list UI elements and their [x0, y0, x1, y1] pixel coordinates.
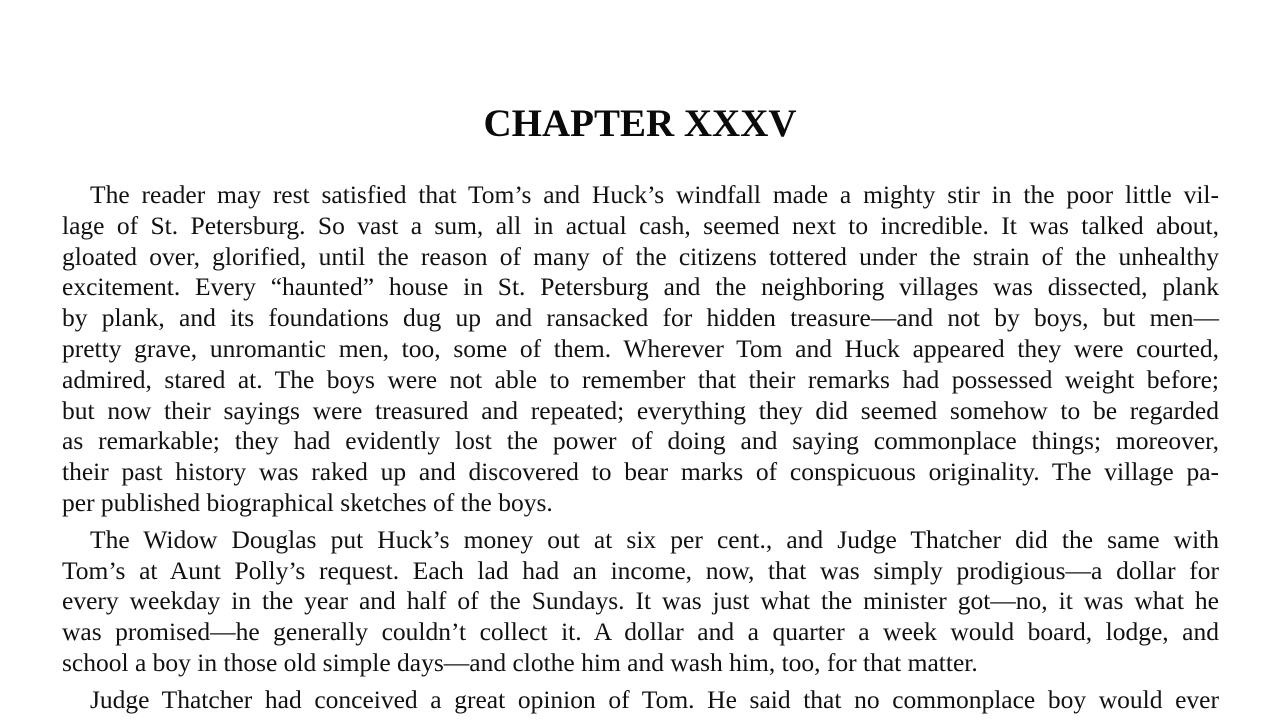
text-line: lage of St. Petersburg. So vast a sum, all in actual cash, seemed next to incredible. It was talked about, [62, 210, 1219, 240]
paragraph-2 [62, 525, 1219, 679]
text-line: was promised—he generally couldn’t collect it. A dollar and a quarter a week would board, lodge, and [62, 617, 1219, 647]
text-line: every weekday in the year and half of the Sundays. It was just what the minister got—no, it was what he [62, 586, 1219, 616]
text-line: pretty grave, unromantic men, too, some of them. Wherever Tom and Huck appeared they were courted, [62, 333, 1219, 363]
text-line: excitement. Every “haunted” house in St. Petersburg and the neighboring villages was dissected, plank [62, 272, 1219, 302]
paragraph-3 [62, 685, 1219, 716]
text-line: The reader may rest satisfied that Tom’s and Huck’s windfall made a mighty stir in the poor little vil- [90, 180, 1219, 209]
text-line: as remarkable; they had evidently lost the power of doing and saying commonplace things; moreover, [62, 426, 1219, 456]
text-line: but now their sayings were treasured and repeated; everything they did seemed somehow to be regarded [62, 395, 1219, 425]
text-line: Tom’s at Aunt Polly’s request. Each lad had an income, now, that was simply prodigious—a dollar for [62, 555, 1219, 585]
chapter-body [62, 180, 1219, 716]
text-line: gloated over, glorified, until the reason of many of the citizens tottered under the strain of the unhealthy [62, 241, 1219, 271]
paragraph-1 [62, 180, 1219, 519]
text-line: their past history was raked up and discovered to bear marks of conspicuous originality. The village pa- [62, 457, 1219, 487]
text-line: Judge Thatcher had conceived a great opinion of Tom. He said that no commonplace boy would ever [90, 684, 1219, 714]
text-line: per published biographical sketches of the boys. [62, 487, 553, 517]
chapter-title: CHAPTER XXXV [483, 102, 797, 145]
text-line: The Widow Douglas put Huck’s money out at six per cent., and Judge Thatcher did the same with [90, 524, 1219, 554]
text-line: by plank, and its foundations dug up and ransacked for hidden treasure—and not by boys, but men— [62, 303, 1219, 333]
text-line: school a boy in those old simple days—and clothe him and wash him, too, for that matter. [62, 647, 978, 677]
text-line: admired, stared at. The boys were not able to remember that their remarks had possessed weight before; [62, 364, 1219, 394]
